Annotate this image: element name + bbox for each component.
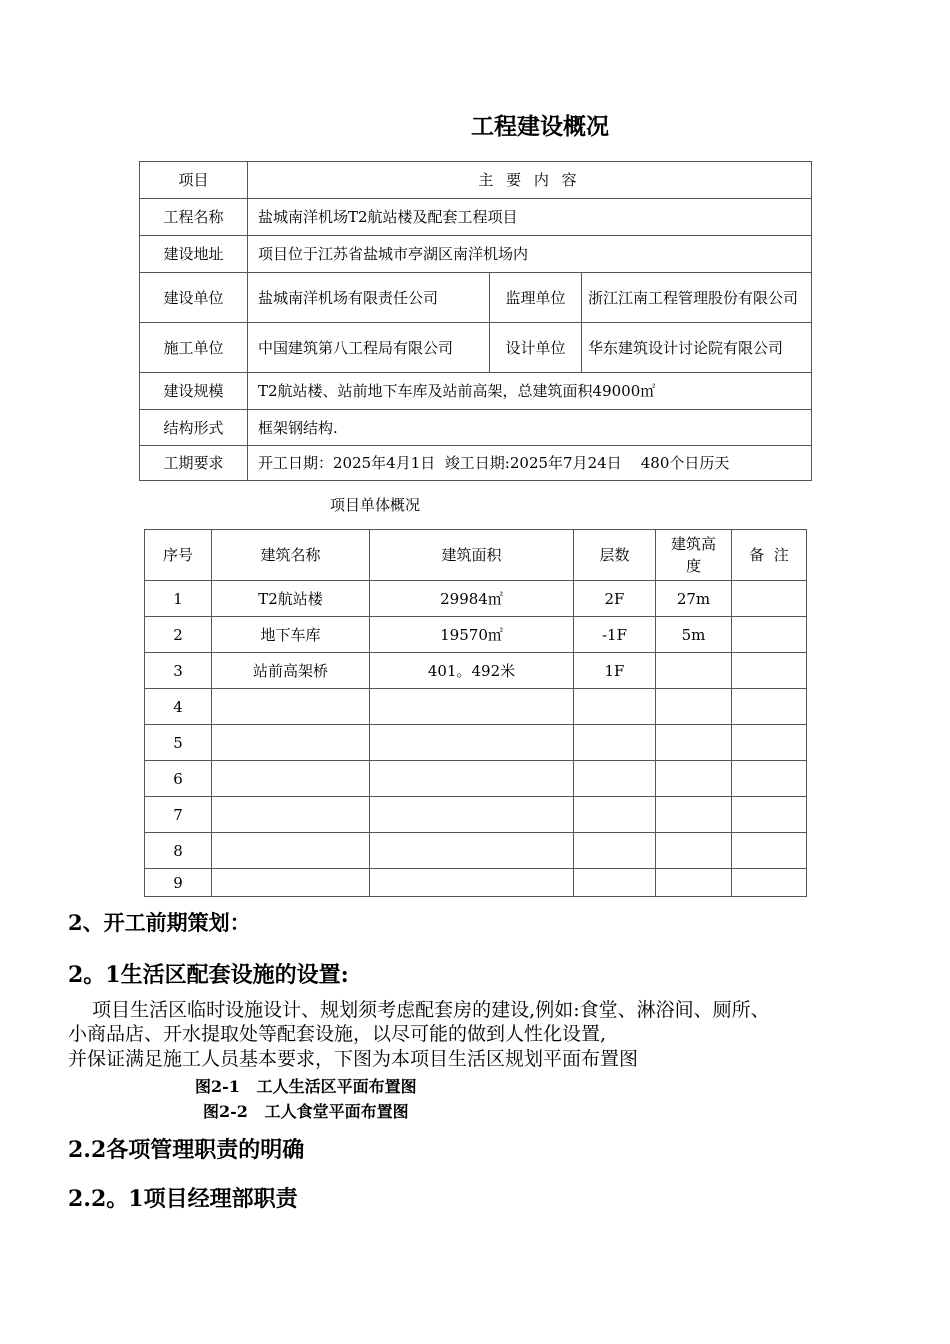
table-cell bbox=[370, 761, 574, 797]
table-cell: 27m bbox=[656, 581, 732, 617]
table-row bbox=[145, 581, 807, 617]
table-cell bbox=[732, 581, 807, 617]
table-row bbox=[140, 410, 812, 446]
table-cell bbox=[656, 689, 732, 725]
table-cell: 站前高架桥 bbox=[212, 653, 370, 689]
table-row bbox=[140, 323, 812, 373]
table-row bbox=[140, 162, 812, 199]
table-cell: 1 bbox=[145, 581, 212, 617]
section-heading: 2、开工前期策划： bbox=[68, 910, 251, 935]
supervisor-label: 监理单位 bbox=[490, 273, 582, 323]
table-cell: -1F bbox=[574, 617, 656, 653]
table-cell bbox=[212, 869, 370, 897]
builder-label: 建设单位 bbox=[140, 273, 248, 323]
table-row bbox=[145, 869, 807, 897]
designer-value: 华东建筑设计讨论院有限公司 bbox=[582, 323, 812, 373]
table-row bbox=[140, 446, 812, 481]
schedule-label: 工期要求 bbox=[140, 446, 248, 481]
subsection-heading: 2.2。1项目经理部职责 bbox=[68, 1186, 298, 1212]
paragraph-line: 小商品店、开水提取处等配套设施，以尽可能的做到人性化设置, bbox=[68, 1023, 607, 1045]
location-value: 项目位于江苏省盐城市亭湖区南洋机场内 bbox=[248, 236, 812, 273]
table-cell bbox=[574, 797, 656, 833]
project-name-label: 工程名称 bbox=[140, 199, 248, 236]
units-table-caption: 项目单体概况 bbox=[330, 496, 421, 514]
table-cell: 19570㎡ bbox=[370, 617, 574, 653]
table-cell bbox=[732, 725, 807, 761]
table-cell: 29984㎡ bbox=[370, 581, 574, 617]
table-cell bbox=[656, 725, 732, 761]
header-cell: 建筑高度 bbox=[656, 530, 732, 581]
table-cell: 2F bbox=[574, 581, 656, 617]
table-cell bbox=[732, 617, 807, 653]
scale-label: 建设规模 bbox=[140, 373, 248, 410]
table-cell bbox=[212, 689, 370, 725]
paragraph-line: 并保证满足施工人员基本要求，下图为本项目生活区规划平面布置图 bbox=[68, 1048, 639, 1070]
table-cell bbox=[732, 797, 807, 833]
header-cell: 建筑名称 bbox=[212, 530, 370, 581]
schedule-value: 开工日期：2025年4月1日 竣工日期:2025年7月24日 480个日历天 bbox=[248, 446, 812, 481]
table-cell bbox=[212, 797, 370, 833]
project-name-value: 盐城南洋机场T2航站楼及配套工程项目 bbox=[248, 199, 812, 236]
table-row bbox=[145, 797, 807, 833]
table-cell bbox=[370, 689, 574, 725]
header-cell: 备 注 bbox=[732, 530, 807, 581]
scale-value: T2航站楼、站前地下车库及站前高架，总建筑面积49000㎡ bbox=[248, 373, 812, 410]
table-cell bbox=[370, 725, 574, 761]
table-cell bbox=[370, 833, 574, 869]
constructor-label: 施工单位 bbox=[140, 323, 248, 373]
table-cell bbox=[656, 653, 732, 689]
table-row bbox=[145, 653, 807, 689]
structure-value: 框架钢结构. bbox=[248, 410, 812, 446]
table-cell: 6 bbox=[145, 761, 212, 797]
table-cell bbox=[212, 725, 370, 761]
table-cell: 3 bbox=[145, 653, 212, 689]
header-cell: 层数 bbox=[574, 530, 656, 581]
table-row bbox=[145, 725, 807, 761]
table-cell bbox=[574, 725, 656, 761]
table-cell: 9 bbox=[145, 869, 212, 897]
table-cell bbox=[656, 797, 732, 833]
table-cell: 5 bbox=[145, 725, 212, 761]
table-cell bbox=[656, 869, 732, 897]
table-cell: 401。492米 bbox=[370, 653, 574, 689]
table-row bbox=[140, 373, 812, 410]
table-cell bbox=[732, 761, 807, 797]
table-cell bbox=[732, 869, 807, 897]
header-content: 主 要 内 容 bbox=[248, 162, 812, 199]
table-row bbox=[145, 530, 807, 581]
table-cell: 1F bbox=[574, 653, 656, 689]
figure-caption: 图2-1 工人生活区平面布置图 bbox=[195, 1077, 417, 1096]
subsection-heading: 2。1生活区配套设施的设置: bbox=[68, 962, 349, 988]
table-row bbox=[145, 833, 807, 869]
figure-caption: 图2-2 工人食堂平面布置图 bbox=[203, 1102, 409, 1121]
table-cell: 4 bbox=[145, 689, 212, 725]
table-cell bbox=[732, 653, 807, 689]
table-cell bbox=[370, 797, 574, 833]
table-cell: T2航站楼 bbox=[212, 581, 370, 617]
table-cell: 2 bbox=[145, 617, 212, 653]
table-row bbox=[140, 273, 812, 323]
structure-label: 结构形式 bbox=[140, 410, 248, 446]
table-cell: 7 bbox=[145, 797, 212, 833]
constructor-value: 中国建筑第八工程局有限公司 bbox=[248, 323, 490, 373]
subsection-heading: 2.2各项管理职责的明确 bbox=[68, 1137, 305, 1163]
designer-label: 设计单位 bbox=[490, 323, 582, 373]
table-cell bbox=[732, 689, 807, 725]
table-cell bbox=[574, 833, 656, 869]
table-row bbox=[145, 617, 807, 653]
table-cell bbox=[656, 761, 732, 797]
table-cell bbox=[574, 869, 656, 897]
supervisor-value: 浙江江南工程管理股份有限公司 bbox=[582, 273, 812, 323]
table-cell: 8 bbox=[145, 833, 212, 869]
table-row bbox=[145, 689, 807, 725]
table-cell bbox=[656, 833, 732, 869]
table-cell: 地下车库 bbox=[212, 617, 370, 653]
table-cell bbox=[212, 761, 370, 797]
header-item: 项目 bbox=[140, 162, 248, 199]
table-row bbox=[140, 199, 812, 236]
table-cell bbox=[370, 869, 574, 897]
table-cell bbox=[212, 833, 370, 869]
header-cell: 序号 bbox=[145, 530, 212, 581]
table-cell bbox=[574, 689, 656, 725]
paragraph-line: 项目生活区临时设施设计、规划须考虑配套房的建设,例如:食堂、淋浴间、厕所、 bbox=[68, 999, 770, 1021]
table-row bbox=[140, 236, 812, 273]
building-units-table bbox=[144, 529, 807, 897]
table-cell: 5m bbox=[656, 617, 732, 653]
project-overview-table bbox=[139, 161, 812, 481]
location-label: 建设地址 bbox=[140, 236, 248, 273]
builder-value: 盐城南洋机场有限责任公司 bbox=[248, 273, 490, 323]
table-cell bbox=[574, 761, 656, 797]
table-cell bbox=[732, 833, 807, 869]
page-title: 工程建设概况 bbox=[471, 114, 609, 140]
table-row bbox=[145, 761, 807, 797]
header-cell: 建筑面积 bbox=[370, 530, 574, 581]
